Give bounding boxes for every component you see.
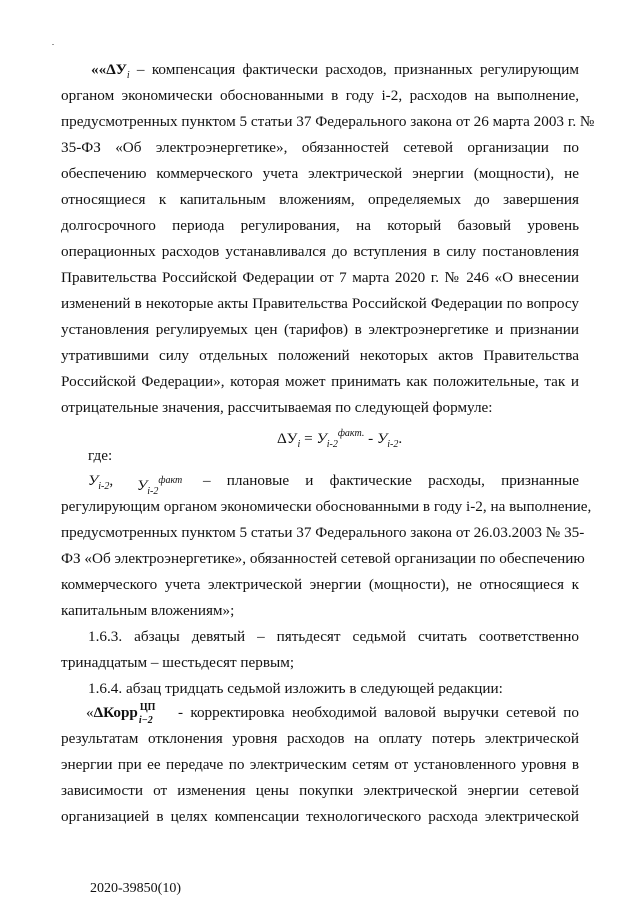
paragraph-line: ФЗ «Об электроэнергетике», обязанностей сетевой организации по обеспечению	[61, 550, 585, 567]
where-label: где:	[88, 447, 113, 464]
paragraph-line: – плановые и фактические расходы, признанные	[203, 472, 579, 489]
paragraph-line: предусмотренных пунктом 5 статьи 37 Федерального закона от 26.03.2003 № 35-	[61, 524, 585, 541]
paragraph-line: 35-ФЗ «Об электроэнергетике», обязанностей сетевой организации по	[61, 139, 579, 156]
paragraph-line: регулирующим органом экономически обоснованными в году i-2, на выполнение,	[61, 498, 592, 515]
paragraph-line: тринадцатым – шестьдесят первым;	[61, 654, 295, 671]
paragraph-line: органом экономически обоснованными в году i-2, расходов на выполнение,	[61, 87, 579, 104]
paragraph-line: отрицательные значения, рассчитываемая по следующей формуле:	[61, 399, 493, 416]
paragraph-line: операционных расходов устанавливался до вступления в силу постановления	[61, 243, 579, 260]
formula: $\Delta У_i = У_{i-2}^{факт.} - У_{i-2}$.	[277, 428, 403, 450]
paragraph-line: ««$\Delta У_i$ – компенсация фактически расходов, признанных регулирующим	[91, 61, 579, 81]
paragraph-line: Российской Федерации», которая может принимать как положительные, так и	[61, 373, 579, 390]
delta-u-symbol: ««$\Delta У_i$	[91, 61, 130, 81]
paragraph-line: - корректировка необходимой валовой выручки сетевой по	[178, 704, 579, 721]
paragraph-line: организацией в целях компенсации технологического расхода электрической	[61, 808, 579, 825]
planned-cost-symbol: $У_{i-2}$,	[88, 472, 114, 492]
paragraph-line: утратившими силу отдельных положений некоторых актов Правительства	[61, 347, 579, 364]
item-1-6-3: 1.6.3. абзацы девятый – пятьдесят седьмой считать соответственно	[88, 628, 579, 645]
paragraph-line: коммерческого учета электрической энергии (мощности), не относящиеся к	[61, 576, 579, 593]
paragraph-line: изменений в некоторые акты Правительства Российской Федерации по вопросу	[61, 295, 579, 312]
paragraph-line: капитальным вложениям»;	[61, 602, 235, 619]
paragraph-line: обеспечению коммерческого учета электрической энергии (мощности), не	[61, 165, 579, 182]
document-code: 2020-39850(10)	[90, 881, 181, 896]
paragraph-line: предусмотренных пунктом 5 статьи 37 Федерального закона от 26 марта 2003 г. №	[61, 113, 595, 130]
scan-speck	[52, 44, 54, 45]
paragraph-line: энергии при ее передаче по электрическим сетям от установленного уровня в	[61, 756, 579, 773]
korr-symbol: «ΔКорр ЦП i−2	[86, 702, 156, 726]
paragraph-line: относящиеся к капитальным вложениям, определяемых до завершения	[61, 191, 579, 208]
paragraph-line: результатам отклонения уровня расходов на оплату потерь электрической	[61, 730, 579, 747]
item-1-6-4: 1.6.4. абзац тридцать седьмой изложить в следующей редакции:	[88, 680, 503, 697]
paragraph-line: долгосрочного периода регулирования, на который базовый уровень	[61, 217, 579, 234]
actual-cost-symbol: $У_{i-2}^{факт}$	[137, 475, 183, 497]
paragraph-line: установления регулируемых цен (тарифов) в электроэнергетике и признании	[61, 321, 579, 338]
paragraph-line: зависимости от изменения цены покупки электрической энергии сетевой	[61, 782, 579, 799]
paragraph-line: Правительства Российской Федерации от 7 марта 2020 г. № 246 «О внесении	[61, 269, 579, 286]
